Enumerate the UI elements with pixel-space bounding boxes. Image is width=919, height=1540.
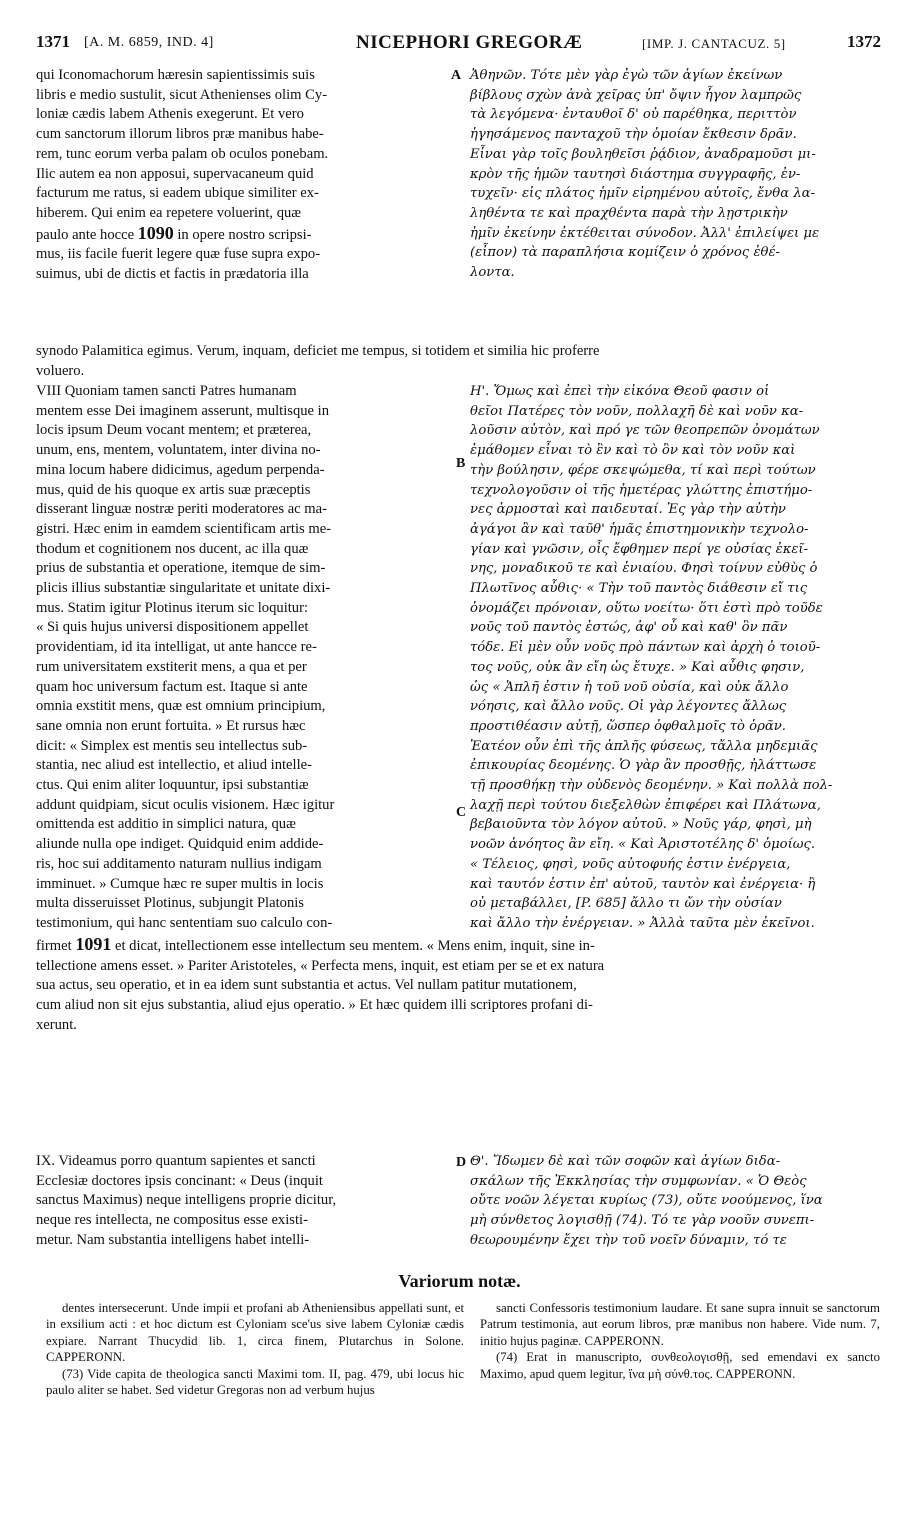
text-line: οὐ μεταβάλλει, [P. 685] ἄλλο τι ὤν τὴν οὐσίαν <box>470 896 782 912</box>
text-line: quam hoc universum factum est. Itaque si ante <box>36 678 308 695</box>
text-line: thodum et cognitionem nos ducent, ac illa quæ <box>36 540 309 557</box>
text-line: « Si quis hujus universi dispositionem appellet <box>36 619 309 636</box>
text-line: VIII Quoniam tamen sancti Patres humanam <box>36 383 297 399</box>
text-line: xerunt. <box>36 1016 77 1033</box>
text-line: ἐπικουρίας δεομένης. Ὁ γὰρ ἂν προσθῇς, ἠλάττωσε <box>470 758 817 774</box>
right-page-number: 1372 <box>847 32 881 51</box>
text-line: prius de substantia et operatione, itemque de sim- <box>36 560 326 577</box>
text-line: λοντα. <box>470 265 515 281</box>
greek-column-3 <box>470 1152 881 1251</box>
latin-lines-2 <box>36 382 452 934</box>
text-line: σκάλων τῆς Ἐκκλησίας τὴν συμφωνίαν. « Ὁ Θεὸς <box>470 1173 807 1189</box>
text-line: providentiam, id ita intelligat, ut ante hancce re- <box>36 639 317 656</box>
greek-column-1 <box>470 66 881 283</box>
text-line: ctus. Qui enim aliter loquuntur, ipsi substantiæ <box>36 777 309 794</box>
text-line: ἡγησάμενος πανταχοῦ τὴν ὁμοίαν ἔκθεσιν δρᾶν. <box>470 127 797 143</box>
text-line: unum, ens, mentem, voluntatem, inter divina no- <box>36 442 321 459</box>
text-line: τὴν βούλησιν, φέρε σκεψώμεθα, τί καὶ περὶ τούτων <box>470 462 816 478</box>
left-running-meta: [A. M. 6859, IND. 4] <box>84 35 214 50</box>
text-line: hiberem. Qui enim ea repetere voluerint, quæ <box>36 204 302 221</box>
text-line: Ecclesiæ doctores ipsis concinant: « Deus (inquit <box>36 1172 323 1189</box>
text-line: addunt quidpiam, sicut oculis visionem. Hæc igitur <box>36 796 335 813</box>
text-line: (73) Vide capita de theologica sancti Maximi tom. II, pag. 479, ubi locus hic paulo aliter se habet. Sed videtur Gregoras non ad verbum hujus <box>46 1366 464 1398</box>
text-line: cum aliud non sit ejus substantia, aliud ejus operatio. » Et hæc quidem illi scriptores profani di- <box>36 997 593 1014</box>
text-line: νόησις, καὶ ἄλλο νοῦς. Οἱ γὰρ λέγοντες ἄλλως <box>470 699 787 715</box>
text-line: mus, iis facile fuerit legere quæ fuse supra expo- <box>36 246 321 263</box>
text-line: omnia exstitit mens, quæ est omnium principium, <box>36 698 326 715</box>
margin-marker-b: B <box>456 456 466 471</box>
text-line: multa disseruisset Plotinus, subjungit Platonis <box>36 895 304 912</box>
margin-marker-d: D <box>456 1155 467 1170</box>
greek-column-2 <box>470 382 881 934</box>
text-line: Εἶναι γὰρ τοῖς βουληθεῖσι ῥᾴδιον, ἀναδραμοῦσι μι- <box>470 146 816 162</box>
greek-lines-2 <box>470 382 881 934</box>
notes-heading: Variorum notæ. <box>398 1271 521 1291</box>
text-line: synodo Palamitica egimus. Verum, inquam, deficiet me tempus, si totidem et similia hic proferre <box>36 343 600 359</box>
text-line: (74) Erat in manuscripto, συνθεολογισθῇ, sed emendavi ex sancto Maximo, apud quem legitur, ἵνα μὴ σύνθ.τος. CAPPERONN. <box>480 1350 880 1381</box>
latin-lines-3 <box>36 1152 452 1251</box>
text-line: τεχνολογοῦσιν οἱ τῆς ἡμετέρας γλώττης ἐπιστήμο- <box>470 482 813 498</box>
text-line: Ἐατέον οὖν ἐπὶ τῆς ἁπλῆς φύσεως, τἄλλα μηδεμιᾶς <box>470 738 818 754</box>
text-line: ἡμῖν ἐκείνην ἐκτέθειται σύνοδον. Ἀλλ' ἐπιλείψει με <box>470 225 820 241</box>
text-line: λαχῇ περὶ τούτου διεξελθὼν ἐπιφέρει καὶ Πλάτωνα, <box>470 797 821 813</box>
text-line: sancti Confessoris testimonium laudare. Et sane supra innuit se sanctorum Patrum testimonia, aut eorum libros, præ manibus non habere. Vide num. 7, initio hujus paginæ. CAPPERONN. <box>480 1301 880 1348</box>
text-line: plicis illius substantiæ singularitate et unitate dixi- <box>36 580 331 597</box>
text-line: dicit: « Simplex est mentis seu intellectus sub- <box>36 737 308 754</box>
text-line: νες ἁρμοσταὶ καὶ παιδευταί. Ἐς γὰρ τὴν αὐτὴν <box>470 502 786 518</box>
text-line: sane omnia non erunt fortuita. » Et rursus hæc <box>36 717 306 734</box>
text-line: (εἶπον) τὰ παραπλήσια κομίζειν ὁ χρόνος ἐθέ- <box>470 245 781 261</box>
text-line: βίβλους σχὼν ἀνὰ χεῖρας ὑπ' ὄψιν ἦγον λαμπρῶς <box>470 87 802 103</box>
margin-marker-c: C <box>456 805 467 820</box>
text-line: rum universitatem exstiterit mens, a qua et per <box>36 658 307 675</box>
text-line: νης, μοναδικοῦ τε καὶ ἑνιαίου. Φησὶ τοίνυν εὐθὺς ὁ <box>470 561 818 577</box>
text-line: τῇ προσθήκῃ τὴν οὐδενὸς δεομένην. » Καὶ πολλὰ πολ- <box>470 778 833 794</box>
text-line: λοῦσιν αὐτὸν, καὶ πρό γε τῶν θεοπρεπῶν ὀνομάτων <box>470 423 820 439</box>
text-line: rem, tunc eorum verba palam ob oculos ponebam. <box>36 145 329 162</box>
latin-column-2 <box>36 382 452 934</box>
text-line: disserant linguæ nostræ periti moderatores ac ma- <box>36 501 327 518</box>
notes-right-column <box>480 1300 880 1382</box>
text-line: θεῖοι Πατέρες τὸν νοῦν, πολλαχῆ δὲ καὶ νοῦν κα- <box>470 403 804 419</box>
text-line: προστιθέασιν αὐτῇ, ὥσπερ ὀφθαλμοῖς τὸ ὁρᾶν. <box>470 718 786 734</box>
text-line: IX. Videamus porro quantum sapientes et sancti <box>36 1153 316 1169</box>
latin-lines-1 <box>36 66 452 224</box>
text-line: voluero. <box>36 362 85 379</box>
text-line: qui Iconomachorum hæresin sapientissimis suis <box>36 67 315 83</box>
text-line: τυχεῖν· εἰς πλάτος ἡμῖν εἰρημένου αὐτοῖς, ἔνθα λα- <box>470 186 816 202</box>
page-header <box>36 32 881 58</box>
text-line: cum sanctorum illorum libros præ manibus habe- <box>36 126 324 143</box>
text-line: ὡς « Ἁπλῆ ἐστιν ἡ τοῦ νοῦ οὐσία, καὶ οὐκ ἄλλο <box>470 679 789 695</box>
text-line: neque res intellecta, ne compositus esse existi- <box>36 1212 308 1229</box>
text-line: τος νοῦς, οὐκ ἂν εἴη ὡς ἔτυχε. » Καὶ αὖθις φησιν, <box>470 659 805 675</box>
text-line: νοῦς τοῦ παντὸς ἑστώς, ἀφ' οὗ καὶ καθ' ὃν πᾶν <box>470 620 788 636</box>
text-line: dentes intersecerunt. Unde impii et profani ab Atheniensibus appellati sunt, et in exsilium acti : et hoc dictum est Cyloniam sce'us sive labem Cyloniæ cædis expiare. Narrant Thucydid lib. 1, circa finem, Plutarchus in Solone. CAPPERONN. <box>46 1301 464 1365</box>
column-number-1091: 1091 <box>75 934 112 954</box>
text-line: ἐμάθομεν εἶναι τὸ ἓν καὶ τὸ ὂν καὶ τὸν νοῦν καὶ <box>470 443 796 459</box>
text-line: gistri. Hæc enim in eamdem scientificam artis me- <box>36 520 332 537</box>
text-line: ris, hoc sui additamento naturam nullius indigam <box>36 855 322 872</box>
text-line: tellectione amens esset. » Pariter Aristoteles, « Perfecta mens, inquit, est etiam per se et ex natura <box>36 957 605 974</box>
notes-left-column <box>46 1300 464 1398</box>
text-line: Πλωτῖνος αὖθις· « Τὴν τοῦ παντὸς διάθεσιν εἴ τις <box>470 581 808 597</box>
text-line: ἀγάγοι ἂν καὶ ταῦθ' ἡμᾶς ἐπιστημονικὴν τεχνολο- <box>470 521 809 537</box>
text-line: mus, quid de his quoque ex artis suæ præceptis <box>36 481 311 498</box>
text-line: libris e medio sustulit, sicut Athenienses olim Cy- <box>36 86 328 103</box>
text-line: imminuet. » Cumque hæc re super multis in locis <box>36 875 324 892</box>
text-line: omittenda est additio in simplici natura, quæ <box>36 816 296 833</box>
margin-marker-a: A <box>451 68 462 83</box>
right-running-meta: [IMP. J. CANTACUZ. 5] <box>642 36 786 51</box>
text-line: sanctus Maximus) neque intelligens proprie dicitur, <box>36 1192 337 1209</box>
text-line: τόδε. Εἰ μὲν οὖν νοῦς πρὸ πάντων καὶ ἀρχὴ ὁ τοιοῦ- <box>470 640 821 656</box>
text-line: facturum me ratus, si eadem ubique similiter ex- <box>36 185 319 202</box>
text-line: testimonium, qui hanc sententiam suo calculo con- <box>36 914 333 931</box>
text-line: καὶ ταυτόν ἐστιν ἐπ' αὐτοῦ, ταυτὸν καὶ ἐνέργεια· ἢ <box>470 876 816 892</box>
text-line: οὔτε νοῶν λέγεται κυρίως (73), οὔτε νοούμενος, ἵνα <box>470 1193 823 1209</box>
text-line: « Τέλειος, φησὶ, νοῦς αὐτοφυής ἐστιν ἐνέργεια, <box>470 856 791 872</box>
text-line: Ilic autem ea non apposui, supervacaneum quid <box>36 165 314 182</box>
text-line: sua actus, seu operatio, et in ea idem sunt substantia et actus. Vel nullam patitur mutationem, <box>36 977 577 994</box>
text-line: ὀνομάζει πρόνοιαν, οὕτω νοείτω· ὅτι ἐστὶ πρὸ τοῦδε <box>470 600 823 616</box>
text-line: κρὸν τῆς ἡμῶν ταυτησὶ διάστημα συγγραφῆς, ἐν- <box>470 166 801 182</box>
left-page-number: 1371 <box>36 32 70 51</box>
text-line: τὰ λεγόμενα· ἐνταυθοῖ δ' οὐ παρέθηκα, περιττὸν <box>470 107 797 123</box>
latin-column-3 <box>36 1152 452 1251</box>
text-line: καὶ ἄλλο τὴν ἐνέργειαν. » Ἀλλὰ ταῦτα μὲν ἐκεῖνοι. <box>470 915 815 931</box>
greek-lines-3 <box>470 1152 881 1251</box>
text-line: suimus, ubi de dictis et factis in prædatoria illa <box>36 266 309 283</box>
latin-line-with-number: paulo ante hocce 1090 in opere nostro scripsi- <box>36 222 312 243</box>
greek-lines-1 <box>470 66 881 283</box>
text-line: mentem esse Dei imaginem asserunt, multisque in <box>36 402 330 419</box>
latin-fullwidth-1 <box>36 342 881 381</box>
text-line: νοῶν ἀνόητος ἂν εἴη. « Καὶ Ἀριστοτέλης δ' ὁμοίως. <box>470 837 816 853</box>
text-line: mus. Statim igitur Plotinus iterum sic loquitur: <box>36 599 309 616</box>
text-line: ληθέντα τε καὶ πραχθέντα παρὰ τὴν λῃστρικὴν <box>470 205 788 221</box>
text-line: μὴ σύνθετος λογισθῇ (74). Τό τε γὰρ νοοῦν συνεπι- <box>470 1213 815 1229</box>
text-line: stantia, nec aliud est intellectio, et aliud intelle- <box>36 757 312 774</box>
text-line: aliunde nulla ope indiget. Quidquid enim addide- <box>36 836 324 853</box>
running-title: NICEPHORI GREGORÆ <box>356 32 583 53</box>
latin-lines-1-tail <box>36 245 452 284</box>
text-line: mina locum habere didicimus, agedum perpenda- <box>36 461 325 478</box>
latin-fullwidth-2: firmet 1091 et dicat, intellectionem esse intellectum seu mentem. « Mens enim, inquit, sine in- tellectione amens esset. » Pariter Aristoteles, « Perfecta mens, inquit, est etiam per se et ex natura sua actus, seu operatio, et in ea idem sunt substantia et actus. Vel nullam patitur mutationem, cum aliud non sit ejus substantia, aliud ejus operatio. » Et hæc quidem illi scriptores profani di- xerunt. <box>36 935 881 1036</box>
text-line: Ἀθηνῶν. Τότε μὲν γὰρ ἐγὼ τῶν ἁγίων ἐκείνων <box>470 68 783 83</box>
text-line: βεβαιοῦντα τὸν λόγον αὐτοῦ. » Νοῦς γάρ, φησὶ, μὴ <box>470 817 812 833</box>
column-number-1090: 1090 <box>137 222 174 243</box>
latin-column-1 <box>36 66 452 285</box>
text-line: loniæ cædis labem Athenis exegerunt. Et vero <box>36 106 304 123</box>
text-line: Η'. Ὅμως καὶ ἐπεὶ τὴν εἰκόνα Θεοῦ φασιν οἱ <box>470 384 770 399</box>
text-line: locis ipsum Deum vocant mentem; et præterea, <box>36 422 312 439</box>
text-line: metur. Nam substantia intelligens habet intelli- <box>36 1231 310 1248</box>
text-line: γίαν καὶ γνῶσιν, οἷς ἔφθημεν περί γε οὐσίας ἐκεῖ- <box>470 541 809 557</box>
text-line: θεωρουμένην ἔχει τὴν τοῦ νοεῖν δύναμιν, τό τε <box>470 1232 787 1248</box>
text-line: Θ'. Ἴδωμεν δὲ καὶ τῶν σοφῶν καὶ ἁγίων διδα- <box>470 1154 781 1169</box>
